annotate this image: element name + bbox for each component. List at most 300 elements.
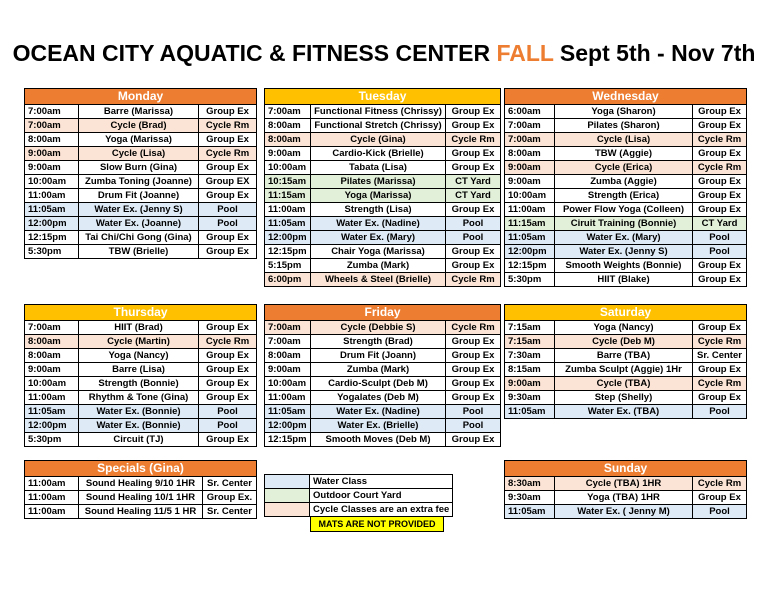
table-row	[265, 335, 501, 349]
class-time: 9:30am	[505, 391, 555, 405]
class-time: 10:00am	[505, 189, 555, 203]
class-name: Sound Healing 10/1 1HR	[79, 491, 203, 505]
class-location: Group Ex	[693, 203, 747, 217]
class-time: 12:15pm	[265, 433, 311, 447]
table-header-wednesday: Wednesday	[505, 89, 747, 105]
title-main: OCEAN CITY AQUATIC & FITNESS CENTER	[12, 40, 491, 66]
class-time: 7:00am	[25, 119, 79, 133]
table-row	[265, 433, 501, 447]
table-row	[25, 245, 257, 259]
class-name: Smooth Moves (Deb M)	[311, 433, 446, 447]
table-row	[25, 419, 257, 433]
table-row	[505, 349, 747, 363]
table-row	[505, 505, 747, 519]
class-time: 7:30am	[505, 349, 555, 363]
class-time: 11:00am	[25, 189, 79, 203]
table-row	[265, 203, 501, 217]
class-location: CT Yard	[446, 189, 501, 203]
class-name: Cardio-Sculpt (Deb M)	[311, 377, 446, 391]
class-location: Group Ex	[199, 391, 257, 405]
class-location: Cycle Rm	[693, 161, 747, 175]
class-name: Smooth Weights (Bonnie)	[555, 259, 693, 273]
legend-outdoor-label: Outdoor Court Yard	[310, 489, 453, 503]
table-row	[25, 321, 257, 335]
class-time: 11:00am	[265, 203, 311, 217]
class-name: HIIT (Brad)	[79, 321, 199, 335]
class-name: Water Ex. (Joanne)	[79, 217, 199, 231]
class-name: Water Ex. (Jenny S)	[79, 203, 199, 217]
class-name: Strength (Brad)	[311, 335, 446, 349]
class-location: Group Ex	[693, 175, 747, 189]
class-time: 11:00am	[25, 505, 79, 519]
class-time: 11:05am	[505, 231, 555, 245]
table-header-thursday: Thursday	[25, 305, 257, 321]
class-location: Cycle Rm	[446, 273, 501, 287]
table-row	[265, 405, 501, 419]
table-row	[25, 217, 257, 231]
class-location: Group Ex	[446, 377, 501, 391]
class-location: Group Ex	[199, 321, 257, 335]
class-time: 10:00am	[25, 175, 79, 189]
table-row	[265, 231, 501, 245]
class-location: Group Ex	[446, 349, 501, 363]
table-row	[265, 245, 501, 259]
class-name: Chair Yoga (Marissa)	[311, 245, 446, 259]
table-row	[505, 133, 747, 147]
class-time: 5:30pm	[505, 273, 555, 287]
class-name: Water Ex. (Mary)	[311, 231, 446, 245]
class-time: 7:00am	[25, 105, 79, 119]
class-name: Cycle (TBA)	[555, 377, 693, 391]
class-location: Group Ex	[446, 433, 501, 447]
class-location: Pool	[693, 245, 747, 259]
class-time: 7:00am	[265, 321, 311, 335]
class-name: Rhythm & Tone (Gina)	[79, 391, 199, 405]
class-name: TBW (Aggie)	[555, 147, 693, 161]
class-location: Pool	[446, 419, 501, 433]
table-row	[505, 119, 747, 133]
class-name: Water Ex. (Mary)	[555, 231, 693, 245]
class-name: Tabata (Lisa)	[311, 161, 446, 175]
class-location: Cycle Rm	[446, 321, 501, 335]
class-name: Water Ex. (Brielle)	[311, 419, 446, 433]
class-location: Pool	[693, 505, 747, 519]
table-row	[505, 405, 747, 419]
table-row	[505, 491, 747, 505]
page-title	[0, 40, 768, 67]
class-name: Zumba Toning (Joanne)	[79, 175, 199, 189]
class-name: HIIT (Blake)	[555, 273, 693, 287]
table-row	[505, 203, 747, 217]
table-row	[25, 147, 257, 161]
class-location: Cycle Rm	[693, 477, 747, 491]
class-location: Group Ex	[693, 321, 747, 335]
class-time: 11:15am	[265, 189, 311, 203]
class-location: Cycle Rm	[446, 133, 501, 147]
table-row	[265, 147, 501, 161]
class-location: Sr. Center	[693, 349, 747, 363]
table-row	[505, 321, 747, 335]
legend-water	[265, 475, 453, 489]
class-name: Circuit (TJ)	[79, 433, 199, 447]
table-row	[25, 175, 257, 189]
class-time: 11:05am	[265, 405, 311, 419]
table-row	[265, 161, 501, 175]
class-time: 11:00am	[25, 391, 79, 405]
class-time: 9:00am	[505, 175, 555, 189]
class-time: 11:05am	[505, 505, 555, 519]
legend-cycle-label: Cycle Classes are an extra fee	[310, 503, 453, 517]
class-location: Group Ex	[446, 147, 501, 161]
class-time: 6:00am	[505, 105, 555, 119]
class-time: 8:30am	[505, 477, 555, 491]
table-row	[265, 189, 501, 203]
class-name: Zumba Sculpt (Aggie) 1Hr	[555, 363, 693, 377]
table-row	[505, 189, 747, 203]
table-row	[505, 477, 747, 491]
table-monday	[24, 88, 257, 259]
table-row	[265, 363, 501, 377]
class-name: Ciruit Training (Bonnie)	[555, 217, 693, 231]
table-row	[25, 161, 257, 175]
class-location: Cycle Rm	[693, 377, 747, 391]
class-location: Group Ex	[693, 119, 747, 133]
table-row	[505, 259, 747, 273]
class-location: Group Ex.	[203, 491, 257, 505]
class-location: Pool	[693, 231, 747, 245]
class-location: Group Ex	[693, 147, 747, 161]
class-time: 12:15pm	[265, 245, 311, 259]
class-location: Cycle Rm	[199, 147, 257, 161]
class-name: Water Ex. (Nadine)	[311, 405, 446, 419]
table-row	[25, 231, 257, 245]
class-name: Yoga (Marissa)	[79, 133, 199, 147]
class-name: Water Ex. (Bonnie)	[79, 405, 199, 419]
class-location: CT Yard	[446, 175, 501, 189]
class-location: Pool	[199, 217, 257, 231]
class-name: Wheels & Steel (Brielle)	[311, 273, 446, 287]
table-row	[505, 105, 747, 119]
class-name: Barre (Lisa)	[79, 363, 199, 377]
class-location: Group Ex	[199, 105, 257, 119]
table-row	[265, 217, 501, 231]
class-time: 10:15am	[265, 175, 311, 189]
class-location: Group Ex	[199, 133, 257, 147]
class-location: Group Ex	[446, 259, 501, 273]
class-location: Cycle Rm	[693, 335, 747, 349]
class-time: 12:15pm	[505, 259, 555, 273]
class-name: Cycle (TBA) 1HR	[555, 477, 693, 491]
table-row	[25, 133, 257, 147]
class-time: 7:00am	[505, 119, 555, 133]
class-name: Yoga (TBA) 1HR	[555, 491, 693, 505]
class-location: Group Ex	[199, 433, 257, 447]
class-location: Group Ex	[446, 245, 501, 259]
class-name: Pilates (Marissa)	[311, 175, 446, 189]
class-time: 10:00am	[25, 377, 79, 391]
class-name: Tai Chi/Chi Gong (Gina)	[79, 231, 199, 245]
class-name: Yoga (Nancy)	[555, 321, 693, 335]
table-row	[25, 363, 257, 377]
table-row	[265, 259, 501, 273]
class-name: Yogalates (Deb M)	[311, 391, 446, 405]
class-location: Group Ex	[446, 363, 501, 377]
table-header-friday: Friday	[265, 305, 501, 321]
class-name: Water Ex. (Nadine)	[311, 217, 446, 231]
class-time: 11:00am	[265, 391, 311, 405]
table-row	[25, 335, 257, 349]
class-time: 9:00am	[505, 161, 555, 175]
table-row	[505, 377, 747, 391]
class-time: 9:00am	[265, 363, 311, 377]
class-name: Water Ex. ( Jenny M)	[555, 505, 693, 519]
class-name: Sound Healing 11/5 1 HR	[79, 505, 203, 519]
class-time: 7:15am	[505, 335, 555, 349]
class-name: Drum Fit (Joanne)	[79, 189, 199, 203]
legend-cycle-swatch	[265, 503, 310, 517]
class-time: 9:00am	[25, 147, 79, 161]
legend-water-label: Water Class	[310, 475, 453, 489]
class-name: Water Ex. (Jenny S)	[555, 245, 693, 259]
table-row	[265, 321, 501, 335]
class-location: Group Ex	[446, 105, 501, 119]
class-name: Functional Fitness (Chrissy)	[311, 105, 446, 119]
class-time: 11:05am	[265, 217, 311, 231]
class-time: 8:00am	[505, 147, 555, 161]
class-time: 12:00pm	[265, 231, 311, 245]
class-location: Pool	[199, 203, 257, 217]
table-saturday	[504, 304, 747, 419]
class-time: 10:00am	[265, 377, 311, 391]
class-time: 7:00am	[25, 321, 79, 335]
class-location: Pool	[446, 217, 501, 231]
class-location: Group Ex	[693, 189, 747, 203]
table-header-saturday: Saturday	[505, 305, 747, 321]
class-location: Group Ex	[693, 491, 747, 505]
legend-cycle	[265, 503, 453, 517]
class-time: 8:15am	[505, 363, 555, 377]
table-row	[265, 105, 501, 119]
class-location: Pool	[199, 405, 257, 419]
class-location: Cycle Rm	[693, 133, 747, 147]
class-name: Strength (Bonnie)	[79, 377, 199, 391]
class-location: Group Ex	[199, 349, 257, 363]
class-location: Group Ex	[199, 363, 257, 377]
class-time: 12:15pm	[25, 231, 79, 245]
class-location: Group Ex	[446, 161, 501, 175]
mats-notice: MATS ARE NOT PROVIDED	[310, 516, 444, 532]
class-name: Cycle (Gina)	[311, 133, 446, 147]
class-name: Yoga (Marissa)	[311, 189, 446, 203]
table-row	[265, 377, 501, 391]
class-name: Barre (TBA)	[555, 349, 693, 363]
class-name: Yoga (Nancy)	[79, 349, 199, 363]
table-row	[25, 189, 257, 203]
class-name: Step (Shelly)	[555, 391, 693, 405]
class-time: 7:15am	[505, 321, 555, 335]
class-time: 7:00am	[265, 335, 311, 349]
class-name: Zumba (Mark)	[311, 259, 446, 273]
class-name: Strength (Erica)	[555, 189, 693, 203]
class-time: 8:00am	[265, 349, 311, 363]
table-tuesday	[264, 88, 501, 287]
class-name: Cycle (Brad)	[79, 119, 199, 133]
class-name: Water Ex. (Bonnie)	[79, 419, 199, 433]
class-time: 8:00am	[265, 133, 311, 147]
class-name: Cycle (Lisa)	[555, 133, 693, 147]
class-time: 9:00am	[505, 377, 555, 391]
class-name: Cycle (Deb M)	[555, 335, 693, 349]
table-row	[505, 391, 747, 405]
table-row	[505, 147, 747, 161]
class-name: Zumba (Aggie)	[555, 175, 693, 189]
class-time: 10:00am	[265, 161, 311, 175]
table-row	[25, 405, 257, 419]
class-time: 11:00am	[505, 203, 555, 217]
class-time: 12:00pm	[25, 217, 79, 231]
table-header-specials: Specials (Gina)	[25, 461, 257, 477]
table-header-monday: Monday	[25, 89, 257, 105]
class-name: Water Ex. (TBA)	[555, 405, 693, 419]
table-row	[25, 105, 257, 119]
class-time: 12:00pm	[25, 419, 79, 433]
table-row	[505, 273, 747, 287]
class-name: Yoga (Sharon)	[555, 105, 693, 119]
class-location: Group Ex	[693, 259, 747, 273]
table-header-sunday: Sunday	[505, 461, 747, 477]
legend-water-swatch	[265, 475, 310, 489]
class-location: Cycle Rm	[199, 335, 257, 349]
table-row	[505, 217, 747, 231]
table-row	[265, 419, 501, 433]
class-name: Power Flow Yoga (Colleen)	[555, 203, 693, 217]
table-row	[505, 245, 747, 259]
class-location: Group Ex	[693, 273, 747, 287]
class-location: Group Ex	[446, 391, 501, 405]
table-row	[25, 119, 257, 133]
table-thursday	[24, 304, 257, 447]
class-time: 9:00am	[25, 363, 79, 377]
class-location: Cycle Rm	[199, 119, 257, 133]
class-location: Group Ex	[199, 245, 257, 259]
class-location: Sr. Center	[203, 505, 257, 519]
table-row	[25, 491, 257, 505]
table-row	[505, 161, 747, 175]
class-location: Group Ex	[446, 203, 501, 217]
class-location: Group Ex	[446, 119, 501, 133]
class-name: TBW (Brielle)	[79, 245, 199, 259]
table-row	[265, 391, 501, 405]
class-time: 8:00am	[265, 119, 311, 133]
class-time: 5:30pm	[25, 245, 79, 259]
class-name: Slow Burn (Gina)	[79, 161, 199, 175]
class-time: 5:15pm	[265, 259, 311, 273]
class-name: Pilates (Sharon)	[555, 119, 693, 133]
class-location: Group Ex	[199, 377, 257, 391]
table-row	[25, 203, 257, 217]
table-row	[25, 477, 257, 491]
table-header-tuesday: Tuesday	[265, 89, 501, 105]
class-time: 9:00am	[25, 161, 79, 175]
class-time: 12:00pm	[505, 245, 555, 259]
class-location: Group Ex	[693, 105, 747, 119]
table-row	[25, 433, 257, 447]
class-location: Group Ex	[199, 189, 257, 203]
table-row	[25, 349, 257, 363]
class-location: Group EX	[199, 175, 257, 189]
class-time: 8:00am	[25, 133, 79, 147]
class-time: 9:00am	[265, 147, 311, 161]
class-location: Group Ex	[199, 231, 257, 245]
table-wednesday	[504, 88, 747, 287]
table-row	[505, 175, 747, 189]
class-time: 11:05am	[25, 203, 79, 217]
class-time: 12:00pm	[265, 419, 311, 433]
class-time: 11:00am	[25, 477, 79, 491]
class-name: Drum Fit (Joann)	[311, 349, 446, 363]
table-row	[25, 377, 257, 391]
class-name: Cycle (Debbie S)	[311, 321, 446, 335]
class-time: 11:05am	[505, 405, 555, 419]
class-time: 5:30pm	[25, 433, 79, 447]
class-time: 7:00am	[265, 105, 311, 119]
class-name: Cycle (Lisa)	[79, 147, 199, 161]
class-time: 8:00am	[25, 335, 79, 349]
class-name: Functional Stretch (Chrissy)	[311, 119, 446, 133]
class-location: Pool	[446, 405, 501, 419]
table-row	[265, 119, 501, 133]
table-row	[265, 175, 501, 189]
class-time: 6:00pm	[265, 273, 311, 287]
table-specials	[24, 460, 257, 519]
class-name: Cycle (Erica)	[555, 161, 693, 175]
class-name: Cardio-Kick (Brielle)	[311, 147, 446, 161]
class-time: 11:00am	[25, 491, 79, 505]
class-location: Sr. Center	[203, 477, 257, 491]
class-time: 9:30am	[505, 491, 555, 505]
title-dates: Sept 5th - Nov 7th	[559, 40, 756, 66]
class-location: Group Ex	[693, 363, 747, 377]
class-time: 11:05am	[25, 405, 79, 419]
class-name: Cycle (Martin)	[79, 335, 199, 349]
table-row	[25, 391, 257, 405]
class-location: CT Yard	[693, 217, 747, 231]
class-name: Zumba (Mark)	[311, 363, 446, 377]
class-name: Strength (Lisa)	[311, 203, 446, 217]
class-time: 7:00am	[505, 133, 555, 147]
class-name: Sound Healing 9/10 1HR	[79, 477, 203, 491]
class-location: Group Ex	[446, 335, 501, 349]
table-sunday	[504, 460, 747, 519]
table-row	[265, 133, 501, 147]
table-row	[265, 349, 501, 363]
class-time: 8:00am	[25, 349, 79, 363]
class-location: Group Ex	[199, 161, 257, 175]
table-row	[505, 335, 747, 349]
table-row	[505, 231, 747, 245]
class-time: 11:15am	[505, 217, 555, 231]
legend-outdoor-swatch	[265, 489, 310, 503]
class-name: Barre (Marissa)	[79, 105, 199, 119]
class-location: Pool	[199, 419, 257, 433]
class-location: Pool	[693, 405, 747, 419]
table-friday	[264, 304, 501, 447]
table-row	[265, 273, 501, 287]
legend-outdoor	[265, 489, 453, 503]
legend	[264, 474, 453, 517]
class-location: Group Ex	[693, 391, 747, 405]
table-row	[25, 505, 257, 519]
